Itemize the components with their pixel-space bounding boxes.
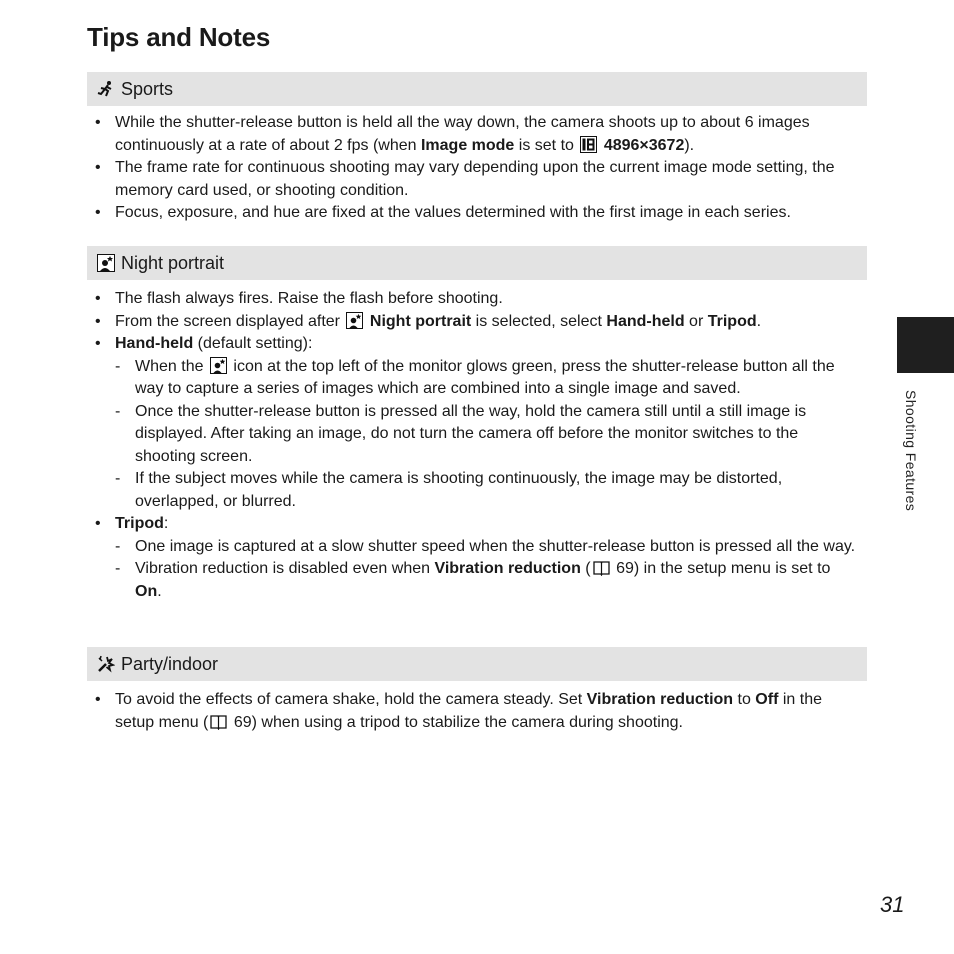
list-item: - One image is captured at a slow shutter speed when the shutter-release button is pressed all the way. xyxy=(115,536,856,559)
page-reference-icon xyxy=(210,713,227,730)
list-item: • Focus, exposure, and hue are fixed at the values determined with the first image in each series. xyxy=(94,202,856,225)
section-title: Party/indoor xyxy=(121,653,219,674)
image-size-icon xyxy=(580,136,597,153)
chapter-label: Shooting Features xyxy=(903,390,919,512)
section-header-night-portrait xyxy=(87,246,867,280)
night-portrait-icon xyxy=(210,357,227,374)
list-item: • The frame rate for continuous shooting may vary depending upon the current image mode setting, the memory card used, or shooting condition. xyxy=(94,157,856,202)
section-header-party-indoor xyxy=(87,647,867,681)
section-header-sports xyxy=(87,72,867,106)
party-indoor-icon xyxy=(97,655,115,673)
night-portrait-icon xyxy=(346,312,363,329)
page-reference-icon xyxy=(593,559,610,576)
sports-list xyxy=(94,112,856,225)
night-portrait-icon xyxy=(97,254,115,272)
sports-mode-icon xyxy=(97,80,115,98)
hand-held-sublist xyxy=(115,356,856,514)
page-title: Tips and Notes xyxy=(87,22,271,52)
chapter-tab xyxy=(897,317,954,373)
list-item: - Once the shutter-release button is pressed all the way, hold the camera still until a still image is displayed. After taking an image, do not turn the camera off before the monitor switches to the shooting screen. xyxy=(115,401,856,469)
list-item: • Tripod: - One image is captured at a slow shutter speed when the shutter-release button is pressed all the way. - Vibration reduction is disabled even when Vibration reduction ( 69) in the setup menu is set to On. xyxy=(94,513,856,603)
party-indoor-list xyxy=(94,689,856,734)
list-item: • To avoid the effects of camera shake, hold the camera steady. Set Vibration reduction to Off in the setup menu ( 69) when using a tripod to stabilize the camera during shooting. xyxy=(94,689,856,734)
list-item: - If the subject moves while the camera is shooting continuously, the image may be distorted, overlapped, or blurred. xyxy=(115,468,856,513)
list-item: • From the screen displayed after Night portrait is selected, select Hand-held or Tripod. xyxy=(94,311,856,334)
night-portrait-list xyxy=(94,288,856,603)
list-item: - Vibration reduction is disabled even when Vibration reduction ( 69) in the setup menu is set to On. xyxy=(115,558,856,603)
tripod-sublist xyxy=(115,536,856,604)
list-item: • While the shutter-release button is held all the way down, the camera shoots up to about 6 images continuously at a rate of about 2 fps (when Image mode is set to 4896×3672). xyxy=(94,112,856,157)
section-title: Sports xyxy=(121,78,174,99)
section-title: Night portrait xyxy=(121,252,225,273)
list-item: • The flash always fires. Raise the flash before shooting. xyxy=(94,288,856,311)
list-item: - When the icon at the top left of the monitor glows green, press the shutter-release button all the way to capture a series of images which are combined into a single image and saved. xyxy=(115,356,856,401)
page-number: 31 xyxy=(880,892,905,917)
list-item: • Hand-held (default setting): - When the icon at the top left of the monitor glows green, press the shutter-release button all the way to capture a series of images which are combined into a single image and saved. - Once the shutter-release button is pressed all the way, hold the camera still until a still image is displayed. After taking an image, do not turn the camera off before the monitor switches to the shooting screen. - If the subject moves while the camera is shooting continuously, the image may be distorted, overlapped, or blurred. xyxy=(94,333,856,513)
